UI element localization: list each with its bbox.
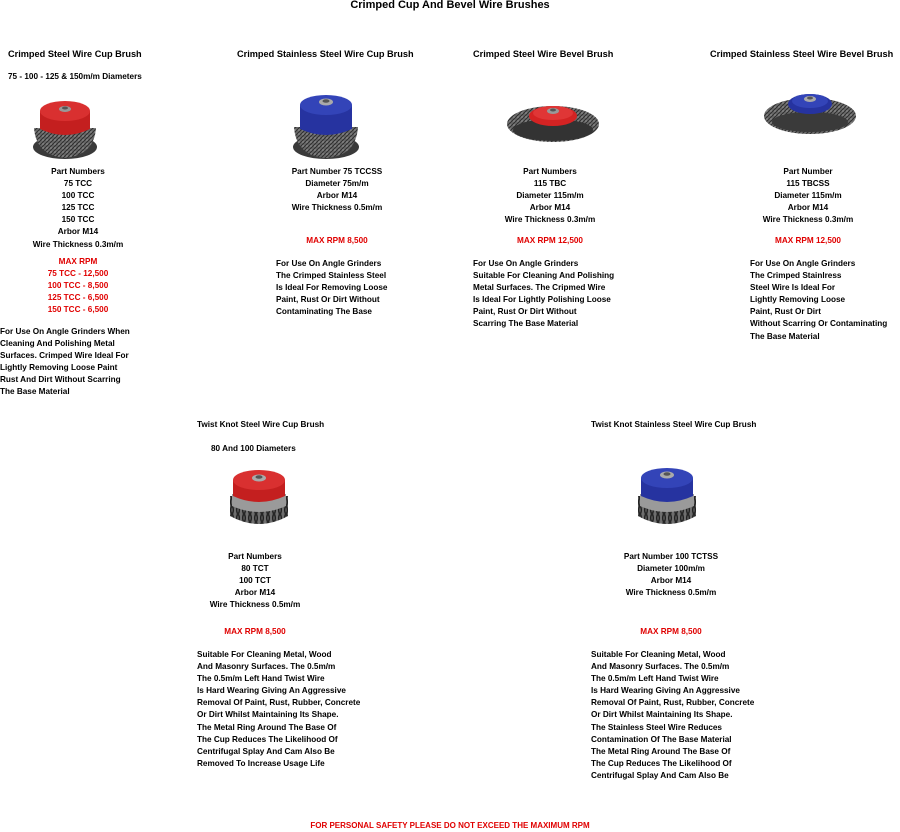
product-description — [750, 258, 887, 343]
product-title: Crimped Stainless Steel Wire Bevel Brush — [710, 49, 894, 59]
desc-line: Removal Of Paint, Rust, Rubber, Concrete — [197, 698, 361, 708]
desc-line: The Base Material — [0, 387, 70, 397]
safety-warning: FOR PERSONAL SAFETY PLEASE DO NOT EXCEED THE MAXIMUM RPM — [310, 821, 590, 830]
desc-line: Lightly Removing Loose Paint — [0, 363, 118, 373]
desc-line: For Use On Angle Grinders — [276, 259, 382, 268]
desc-line: The Crimped Stainless Steel — [276, 271, 387, 281]
spec-line: Arbor M14 — [234, 588, 276, 598]
twist-knot-steel-cup-brush-image — [226, 466, 292, 530]
product-title: Twist Knot Steel Wire Cup Brush — [197, 420, 325, 429]
spec-line: Wire Thickness 0.5m/m — [291, 203, 383, 213]
spec-line: Diameter 115m/m — [516, 191, 584, 201]
max-rpm-label: MAX RPM 8,500 — [640, 627, 702, 636]
product-subtitle: 75 - 100 - 125 & 150m/m Diameters — [8, 72, 142, 81]
desc-line: Centrifugal Splay And Cam Also Be — [591, 770, 729, 780]
product-title: Crimped Stainless Steel Wire Cup Brush — [237, 49, 414, 59]
desc-line: The Stainless Steel Wire Reduces — [591, 722, 722, 732]
product-specs — [28, 166, 128, 251]
desc-line: Scarring The Base Material — [473, 319, 579, 329]
desc-line: The Cup Reduces The Likelihood Of — [591, 758, 732, 768]
spec-line: Part Number — [783, 167, 833, 176]
product-specs — [758, 166, 858, 226]
desc-line: The 0.5m/m Left Hand Twist Wire — [591, 674, 719, 684]
product-specs — [277, 166, 397, 214]
desc-line: Paint, Rust Or Dirt Without — [276, 295, 380, 305]
desc-line: Removed To Increase Usage Life — [197, 758, 325, 768]
spec-line: Arbor M14 — [650, 576, 692, 586]
page-title: Crimped Cup And Bevel Wire Brushes — [350, 0, 550, 11]
product-specs — [205, 551, 305, 611]
rpm-line: MAX RPM — [58, 257, 98, 266]
desc-line: Suitable For Cleaning And Polishing — [473, 271, 615, 281]
spec-line: Wire Thickness 0.3m/m — [762, 215, 854, 225]
spec-line: 125 TCC — [61, 203, 95, 213]
spec-line: Diameter 115m/m — [774, 191, 842, 201]
rpm-line: 75 TCC - 12,500 — [47, 269, 109, 279]
desc-line: The Metal Ring Around The Base Of — [591, 746, 731, 756]
desc-line: And Masonry Surfaces. The 0.5m/m — [591, 662, 730, 672]
desc-line: Is Hard Wearing Giving An Aggressive — [591, 686, 740, 696]
crimped-stainless-bevel-brush-image — [762, 86, 858, 138]
spec-line: Wire Thickness 0.3m/m — [32, 239, 124, 249]
desc-line: Contamination Of The Base Material — [591, 734, 732, 744]
desc-line: Centrifugal Splay And Cam Also Be — [197, 746, 335, 756]
desc-line: Paint, Rust Or Dirt — [750, 307, 821, 317]
spec-line: Part Numbers — [51, 167, 105, 176]
spec-line: 115 TBC — [533, 179, 567, 189]
desc-line: Is Ideal For Removing Loose — [276, 283, 388, 293]
spec-line: 75 TCC — [63, 179, 93, 189]
product-description — [591, 649, 754, 782]
max-rpm-label: MAX RPM 12,500 — [775, 236, 841, 245]
product-title: Crimped Steel Wire Bevel Brush — [473, 49, 614, 59]
desc-line: The Base Material — [750, 331, 820, 341]
crimped-steel-cup-brush-image — [30, 95, 100, 165]
desc-line: The 0.5m/m Left Hand Twist Wire — [197, 674, 325, 684]
desc-line: Suitable For Cleaning Metal, Wood — [591, 650, 726, 659]
spec-line: Arbor M14 — [529, 203, 571, 213]
desc-line: The Cup Reduces The Likelihood Of — [197, 734, 338, 744]
desc-line: Metal Surfaces. The Cripmed Wire — [473, 283, 606, 293]
max-rpm-label: MAX RPM 8,500 — [306, 236, 368, 245]
spec-line: 100 TCT — [239, 576, 271, 586]
desc-line: Without Scarring Or Contaminating — [750, 319, 888, 329]
product-specs — [500, 166, 600, 226]
spec-line: Arbor M14 — [57, 227, 99, 237]
desc-line: Contaminating The Base — [276, 307, 372, 317]
product-description — [473, 258, 614, 331]
max-rpm-label: MAX RPM 12,500 — [517, 236, 583, 245]
spec-line: Arbor M14 — [316, 191, 358, 201]
product-description — [197, 649, 360, 770]
desc-line: Or Dirt Whilst Maintaining Its Shape. — [197, 710, 339, 720]
spec-line: Wire Thickness 0.5m/m — [625, 588, 717, 598]
product-specs — [611, 551, 731, 599]
desc-line: For Use On Angle Grinders — [750, 259, 856, 268]
desc-line: The Metal Ring Around The Base Of — [197, 722, 337, 732]
spec-line: 150 TCC — [61, 215, 95, 225]
rpm-line: 100 TCC - 8,500 — [47, 281, 109, 291]
spec-line: Part Number 100 TCTSS — [623, 552, 719, 561]
desc-line: Suitable For Cleaning Metal, Wood — [197, 650, 332, 659]
desc-line: And Masonry Surfaces. The 0.5m/m — [197, 662, 336, 672]
desc-line: Steel Wire Is Ideal For — [750, 283, 836, 293]
product-description — [276, 258, 387, 318]
desc-line: The Crimped Stainlress — [750, 271, 842, 281]
spec-line: Part Numbers — [523, 167, 577, 176]
spec-line: 115 TBCSS — [786, 179, 830, 189]
rpm-line: 125 TCC - 6,500 — [47, 293, 109, 303]
spec-line: Wire Thickness 0.5m/m — [209, 600, 301, 610]
product-subtitle: 80 And 100 Diameters — [211, 444, 296, 453]
desc-line: Lightly Removing Loose — [750, 295, 846, 305]
spec-line: Part Number 75 TCCSS — [291, 167, 383, 176]
desc-line: Surfaces. Crimped Wire Ideal For — [0, 351, 129, 361]
desc-line: Cleaning And Polishing Metal — [0, 339, 115, 349]
spec-line: Diameter 75m/m — [305, 179, 369, 189]
twist-knot-stainless-cup-brush-image — [634, 466, 700, 530]
crimped-steel-bevel-brush-image — [505, 92, 601, 148]
spec-line: Diameter 100m/m — [637, 564, 705, 574]
desc-line: For Use On Angle Grinders When — [0, 327, 130, 336]
desc-line: Or Dirt Whilst Maintaining Its Shape. — [591, 710, 733, 720]
product-description — [0, 326, 130, 399]
desc-line: Rust And Dirt Without Scarring — [0, 375, 121, 385]
desc-line: Is Hard Wearing Giving An Aggressive — [197, 686, 346, 696]
spec-line: Wire Thickness 0.3m/m — [504, 215, 596, 225]
spec-line: Arbor M14 — [787, 203, 829, 213]
product-title: Twist Knot Stainless Steel Wire Cup Brush — [591, 420, 757, 429]
desc-line: For Use On Angle Grinders — [473, 259, 579, 268]
spec-line: Part Numbers — [228, 552, 282, 561]
spec-line: 100 TCC — [61, 191, 95, 201]
spec-line: 80 TCT — [241, 564, 269, 574]
desc-line: Paint, Rust Or Dirt Without — [473, 307, 577, 317]
product-title: Crimped Steel Wire Cup Brush — [8, 49, 142, 59]
rpm-line: 150 TCC - 6,500 — [47, 305, 109, 315]
crimped-stainless-cup-brush-image — [290, 93, 362, 163]
max-rpm-block — [28, 256, 128, 316]
max-rpm-label: MAX RPM 8,500 — [224, 627, 286, 636]
desc-line: Removal Of Paint, Rust, Rubber, Concrete — [591, 698, 755, 708]
desc-line: Is Ideal For Lightly Polishing Loose — [473, 295, 611, 305]
